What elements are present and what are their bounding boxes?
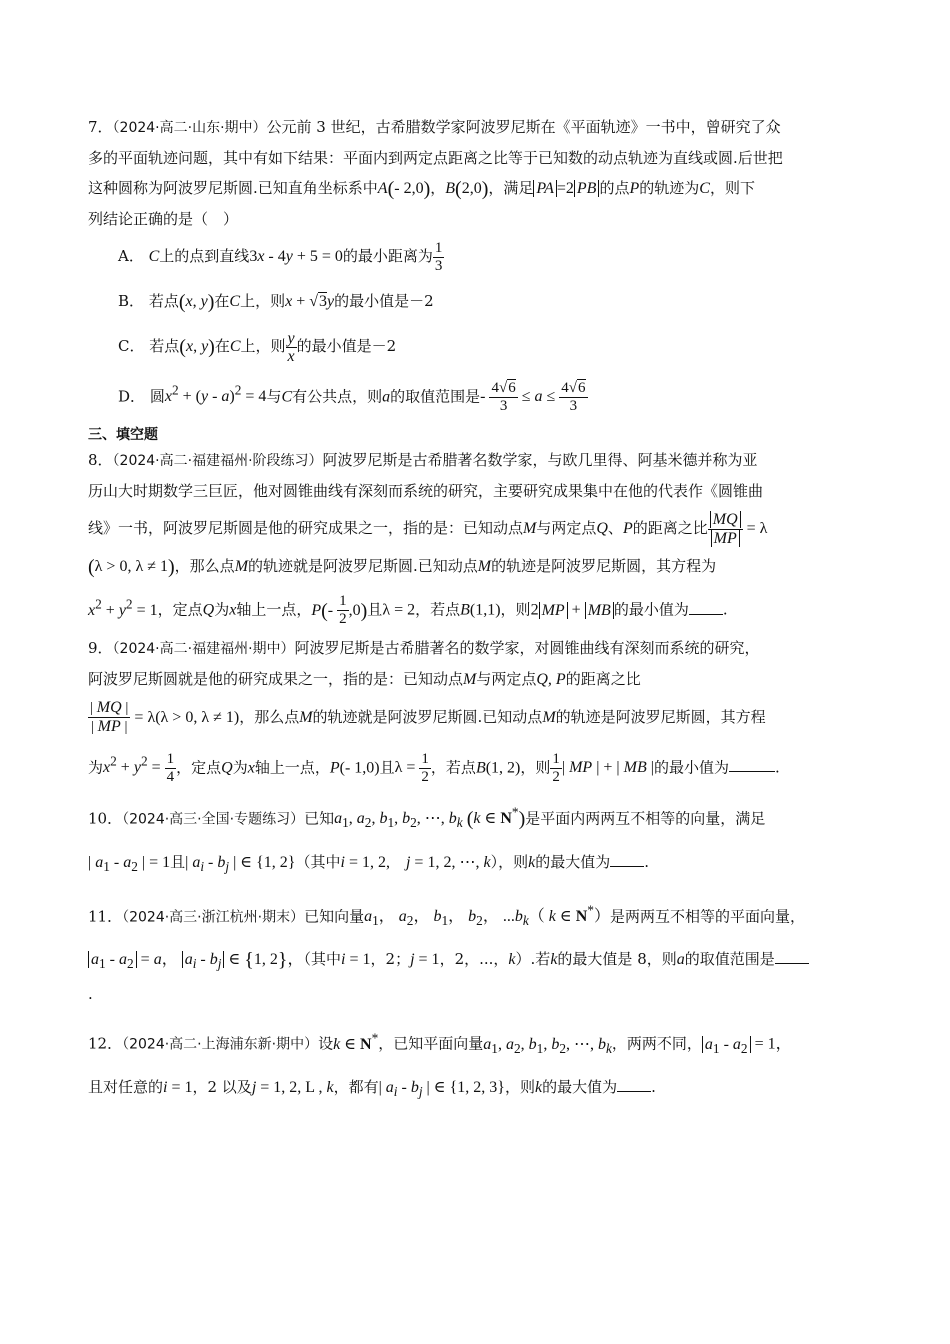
math-formula: λ = $\frac{1}{2}$ xyxy=(394,750,429,785)
math-variable: Q xyxy=(596,520,608,538)
question-9: 9．（2024·高二·福建福州·期中）阿波罗尼斯是古希腊著名的数学家，对圆锥曲线有深刻而系统的研究， 阿波罗尼斯圆就是他的研究成果之一，指的是：已知动点M与两定点Q, P的距离之比 $\frac{| MQ |}{| MP |}$ = λ(λ > 0, λ ≠ 1)，那么点M的轨迹就是阿波罗尼斯圆.已知动点M的轨迹是阿波罗尼斯圆，其方程 为$x^2 + y^2$ = $\frac{1}{4}$ ，定点Q为x轴上一点，P(- 1,0)且λ = $\frac{1}{2}$ ，若点B(1, 2)，则 $\frac{1}{2}$ | MP | + | MB |的最小值为 . xyxy=(88,638,780,785)
question-text: 轴上一点， xyxy=(254,757,330,776)
question-text: （其中 xyxy=(295,852,341,871)
math-formula: B(1,1) xyxy=(460,601,501,619)
math-formula: | $a_1 - a_2$ | = 1 xyxy=(88,853,171,874)
question-text: ，若点 xyxy=(415,600,461,619)
math-formula: A(- 2,0) xyxy=(377,178,431,200)
math-formula: P(- $\frac{1}{2}$ ,0) xyxy=(311,593,368,628)
question-text: ，则 xyxy=(520,757,551,776)
math-formula: | $a_i - b_j$ | ∈ {1, 2} xyxy=(185,853,296,874)
math-formula: PA =2 PB xyxy=(533,180,599,197)
math-formula: (x, y) xyxy=(179,336,215,358)
question-text: 公元前 3 世纪，古希腊数学家阿波罗尼斯在《平面轨迹》一书中，曾研究了众 xyxy=(266,118,781,136)
question-number: 12． xyxy=(88,1034,123,1053)
question-text: ，2，...， xyxy=(439,950,509,969)
math-variable: x xyxy=(247,758,255,776)
question-11: 11．（2024·高三·浙江杭州·期末）已知向量$a_1$， $a_2$， $b_1$， $b_2$， $...b_k$（ k ∈ N*）是两两互不相等的平面向量， $a_1 - a_2 = a$， $a_i - b_j$ ∈ {1, 2}，（其中i = 1，2；j = 1，2，...，k）.若k的最大值是 8，则a的取值范围是 . xyxy=(88,896,870,1010)
math-formula: j = 1, 2, L , k xyxy=(251,1078,334,1096)
math-formula: $a_1$， $a_2$， $b_1$， $b_2$， $...b_k$（ k ∈ N*） xyxy=(364,902,610,929)
question-text: ），则 xyxy=(490,852,529,871)
math-variable: k xyxy=(534,1078,543,1096)
question-text: ，若点 xyxy=(430,757,476,776)
math-formula: $a_1 - a_2 = a$， $a_i - b_j$ ∈ {1, 2}， xyxy=(88,951,304,968)
question-source: （2024·高二·福建福州·阶段练习） xyxy=(112,453,323,470)
question-text: 阿波罗尼斯是古希腊著名数学家，与欧几里得、阿基米德并称为亚 xyxy=(322,451,758,470)
math-formula: $x^2 + y^2 = 1$ xyxy=(88,596,158,619)
question-text: 的最大值是 8，则 xyxy=(557,950,677,969)
question-text: 且对任意的 xyxy=(88,1077,164,1096)
question-text: 轴上一点， xyxy=(236,600,312,619)
question-text: 的最大值为 xyxy=(535,852,611,871)
option-d xyxy=(88,369,870,419)
question-text: 线》一书，阿波罗尼斯圆是他的研究成果之一，指的是：已知动点 xyxy=(88,519,524,538)
question-number: 10． xyxy=(88,809,123,828)
option-text: 的最小值是－2 xyxy=(296,337,397,355)
option-a xyxy=(88,234,870,279)
option-label: B． xyxy=(118,292,145,310)
math-formula: $a_1 - a_2 = 1$， xyxy=(702,1036,792,1053)
math-variable: C xyxy=(699,180,710,197)
question-text: 历山大时期数学三巨匠，他对圆锥曲线有深刻而系统的研究，主要研究成果集中在他的代表作《圆锥曲 xyxy=(88,482,764,501)
question-text: 的取值范围是 xyxy=(684,950,775,969)
math-variable: P xyxy=(622,520,633,538)
math-formula: $a_1$, $a_2$, $b_1$, $b_2$, ⋯, $b_k$ (k ∈ N*) xyxy=(334,804,526,831)
question-text: 阿波罗尼斯是古希腊著名的数学家，对圆锥曲线有深刻而系统的研究， xyxy=(294,638,760,657)
question-text: ，则 xyxy=(500,600,531,619)
question-text: 的轨迹就是阿波罗尼斯圆.已知动点 xyxy=(248,557,478,576)
math-variable: M xyxy=(523,520,537,538)
question-text: ）.若 xyxy=(515,950,551,969)
question-text: 的最大值为 xyxy=(542,1077,618,1096)
question-text: 且 xyxy=(367,600,383,619)
math-variable: M xyxy=(542,708,556,726)
math-formula: $\frac{1}{2}$ | MP | + | MB | xyxy=(552,750,654,785)
math-formula: 2 MP + MB xyxy=(531,602,614,619)
option-text: 与 xyxy=(266,387,282,406)
question-text: 与两定点 xyxy=(476,669,537,688)
question-text: 为 xyxy=(214,600,230,619)
math-formula: (x, y) xyxy=(178,291,215,313)
option-text: 若点 xyxy=(148,292,179,310)
option-text: 上，则 xyxy=(240,337,286,355)
question-text: ，定点 xyxy=(157,600,203,619)
question-text: ，2 以及 xyxy=(192,1077,252,1096)
math-variable: C xyxy=(229,293,241,310)
question-10: 10．（2024·高三·全国·专题练习）已知$a_1$, $a_2$, $b_1$, $b_2$, ⋯, $b_k$ (k ∈ N*)是平面内两两互不相等的向量，满足 | $a_1 - a_2$ | = 1且| $a_i - b_j$ | ∈ {1, 2}（其中i = 1, 2, j = 1, 2, ⋯, k），则k的最大值为 . xyxy=(88,804,766,874)
question-text: ，则下 xyxy=(709,179,755,197)
question-text: 阿波罗尼斯圆就是他的研究成果之一，指的是：已知动点 xyxy=(88,669,464,688)
math-formula: (λ > 0, λ ≠ 1) xyxy=(88,556,175,579)
math-variable: M xyxy=(477,558,492,576)
option-c xyxy=(88,324,870,369)
question-text: 、 xyxy=(607,519,623,538)
math-formula: P(- 1,0) xyxy=(329,758,380,776)
option-text: 上，则 xyxy=(240,292,286,310)
question-source: （2024·高二·上海浦东新·期中） xyxy=(122,1036,319,1053)
question-text: 这种圆称为阿波罗尼斯圆.已知直角坐标系中 xyxy=(88,179,378,197)
question-text: 为 xyxy=(232,757,248,776)
question-text: 为 xyxy=(88,757,104,776)
math-variable: C xyxy=(281,388,293,406)
question-text: 已知向量 xyxy=(304,907,365,926)
question-source: （2024·高三·全国·专题练习） xyxy=(122,811,305,828)
document-page xyxy=(88,112,870,1107)
math-formula: | $a_i - b_j$ | ∈ {1, 2, 3} xyxy=(378,1078,505,1100)
answer-blank[interactable] xyxy=(617,1077,651,1092)
question-text: 的最小值为 xyxy=(613,600,689,619)
question-text: 的轨迹是阿波罗尼斯圆，其方程为 xyxy=(491,557,717,576)
answer-blank[interactable] xyxy=(775,949,809,964)
question-text: 是平面内两两互不相等的向量，满足 xyxy=(525,809,766,828)
math-formula: - $\frac{4√6}{3}$ ≤ a ≤ $\frac{4√6}{3}$ xyxy=(480,380,586,415)
option-label: D． xyxy=(118,387,146,406)
math-variable: a xyxy=(676,951,685,969)
option-text: 的最小距离为 xyxy=(342,247,433,265)
math-variable: x xyxy=(229,601,237,619)
math-variable: a xyxy=(382,388,391,406)
section-title: 三、填空题 xyxy=(88,427,158,444)
option-text: 的最小值是－2 xyxy=(334,292,434,310)
math-variable: M xyxy=(299,708,313,726)
math-variable: Q xyxy=(202,601,215,619)
math-formula: i = 1 xyxy=(163,1078,193,1096)
question-number: 11． xyxy=(88,907,123,926)
question-number: 8． xyxy=(88,451,113,470)
question-text: ，2； xyxy=(370,950,411,969)
question-text: 的点 xyxy=(599,179,630,197)
option-text: 有公共点，则 xyxy=(292,387,383,406)
question-text: 的轨迹就是阿波罗尼斯圆.已知动点 xyxy=(312,707,543,726)
question-text: 与两定点 xyxy=(536,519,597,538)
question-text: ，那么点 xyxy=(174,557,235,576)
answer-blank[interactable] xyxy=(689,600,723,615)
math-formula: λ = 2 xyxy=(382,601,416,619)
option-text: 在 xyxy=(214,337,230,355)
question-number: 9． xyxy=(88,638,113,657)
question-text: 设 xyxy=(318,1034,334,1053)
option-label: A． xyxy=(118,247,144,265)
question-text: 的轨迹是阿波罗尼斯圆，其方程 xyxy=(555,707,766,726)
question-8: 8．（2024·高二·福建福州·阶段练习）阿波罗尼斯是古希腊著名数学家，与欧几里得、阿基米德并称为亚 历山大时期数学三巨匠，他对圆锥曲线有深刻而系统的研究，主要研究成果集中在他的代表作《圆锥曲 线》一书，阿波罗尼斯圆是他的研究成果之一，指的是：已知动点M与两定点Q、P的距离之比 $\frac{MQ}{MP}$ = λ (λ > 0, λ ≠ 1)，那么点M的轨迹就是阿波罗尼斯圆.已知动点M的轨迹是阿波罗尼斯圆，其方程为 $x^2 + y^2 = 1$，定点Q为x轴上一点，P(- $\frac{1}{2}$ ,0)且λ = 2，若点B(1,1)，则2 MP + MB 的最小值为 . xyxy=(88,445,870,632)
math-variable: k xyxy=(528,853,536,871)
question-text: 已知 xyxy=(304,809,335,828)
math-formula: B(1, 2) xyxy=(475,758,521,776)
math-formula: $x^2 + y^2$ = $\frac{1}{4}$ xyxy=(103,750,175,785)
math-variable: C xyxy=(229,338,241,355)
question-text: 且 xyxy=(379,757,395,776)
question-source: （2024·高三·浙江杭州·期末） xyxy=(122,909,305,926)
math-fraction: $\frac{y}{x}$ xyxy=(287,329,295,365)
option-text: 圆 xyxy=(149,387,165,406)
math-variable: k xyxy=(550,951,558,969)
question-source: （2024·高二·福建福州·期中） xyxy=(112,640,295,657)
question-text: ，满足 xyxy=(488,179,534,197)
math-formula: = λ(λ > 0, λ ≠ 1) xyxy=(130,708,240,726)
math-formula: i = 1 xyxy=(341,951,371,969)
answer-blank[interactable] xyxy=(729,757,775,772)
math-fraction: $\frac{1}{3}$ xyxy=(434,239,443,274)
math-formula: k ∈ N* xyxy=(333,1030,379,1053)
math-formula: $x^2 + (y - a)^2 = 4$ xyxy=(164,383,267,406)
question-text: ，已知平面向量 xyxy=(378,1034,484,1053)
option-b xyxy=(88,279,870,324)
question-text: ，都有 xyxy=(333,1077,379,1096)
option-text: 的取值范围是 xyxy=(390,387,481,406)
question-text: ，定点 xyxy=(176,757,222,776)
option-text: 若点 xyxy=(149,337,180,355)
option-text: 在 xyxy=(214,292,230,310)
option-text: 上的点到直线 xyxy=(159,247,250,265)
question-text: 的最小值为 xyxy=(653,757,729,776)
question-text: 的轨迹为 xyxy=(639,179,700,197)
question-12: 12．（2024·高二·上海浦东新·期中）设k ∈ N*，已知平面向量$a_1$, $a_2$, $b_1$, $b_2$, ⋯, $b_k$，两两不同， $a_1 - a_2 = 1$， 且对任意的i = 1，2 以及j = 1, 2, L , k，都有| $a_i - b_j$ | ∈ {1, 2, 3}，则k的最大值为 . xyxy=(88,1030,792,1100)
question-text: 列结论正确的是（ ） xyxy=(88,210,239,228)
math-fraction: $\frac{MQ}{MP}$ xyxy=(708,511,743,548)
answer-blank[interactable] xyxy=(610,852,644,867)
math-variable: k xyxy=(508,951,516,969)
math-formula: x + √3y xyxy=(285,293,335,310)
question-7: 7．（2024·高二·山东·期中）公元前 3 世纪，古希腊数学家阿波罗尼斯在《平面轨迹》一书中，曾研究了众 多的平面轨迹问题，其中有如下结果：平面内到两定点距离之比等于已知数的动点轨迹为直线或圆.后世把 这种圆称为阿波罗尼斯圆.已知直角坐标系中A(- 2,0)，B(2,0)，满足 PA =2 PB 的点P的轨迹为C，则下 列结论正确的是（ ） A． C上的点到直线3x - 4y + 5 = 0的最小距离为 $\frac{1}{3}$ B． 若点(x, y)在C上，则x + √3y的最小值是－2 C． 若点(x, y)在C上，则 $\frac{y}{x}$ 的最小值是－2 D． 圆$x^2 + (y - a)^2 = 4$与C有公共点，则a的取值范围是- $\frac{4√6}{3}$ ≤ a ≤ $\frac{4√6}{3}$ xyxy=(88,112,870,419)
question-text: 是两两互不相等的平面向量， xyxy=(609,907,805,926)
math-formula: 3x - 4y + 5 = 0 xyxy=(249,248,343,265)
option-label: C． xyxy=(118,337,145,355)
question-source: （2024·高二·山东·期中） xyxy=(112,120,267,136)
question-text: ，则 xyxy=(504,1077,535,1096)
math-variable: P xyxy=(629,180,640,197)
math-formula: j = 1 xyxy=(410,951,440,969)
question-text: ，那么点 xyxy=(239,707,300,726)
math-formula: $a_1$, $a_2$, $b_1$, $b_2$, ⋯, $b_k$ xyxy=(483,1035,612,1056)
question-text: 的距离之比 xyxy=(565,669,641,688)
math-variable: Q xyxy=(221,758,233,776)
question-number: 7． xyxy=(88,118,113,136)
question-text: ，两两不同， xyxy=(611,1034,702,1053)
math-formula: B(2,0) xyxy=(445,178,489,200)
question-text: （其中 xyxy=(303,950,342,969)
math-variable: C xyxy=(148,248,160,265)
math-variable: M xyxy=(463,670,477,688)
question-text: 且 xyxy=(170,852,186,871)
math-formula: i = 1, 2, j = 1, 2, ⋯, k xyxy=(340,853,491,871)
math-fraction: $\frac{| MQ |}{| MP |}$ xyxy=(90,699,129,736)
question-text: 的距离之比 xyxy=(632,519,708,538)
question-text: 多的平面轨迹问题，其中有如下结果：平面内到两定点距离之比等于已知数的动点轨迹为直线或圆.后世把 xyxy=(88,149,783,167)
math-variable: M xyxy=(234,558,249,576)
math-variable: Q, P xyxy=(536,670,566,688)
